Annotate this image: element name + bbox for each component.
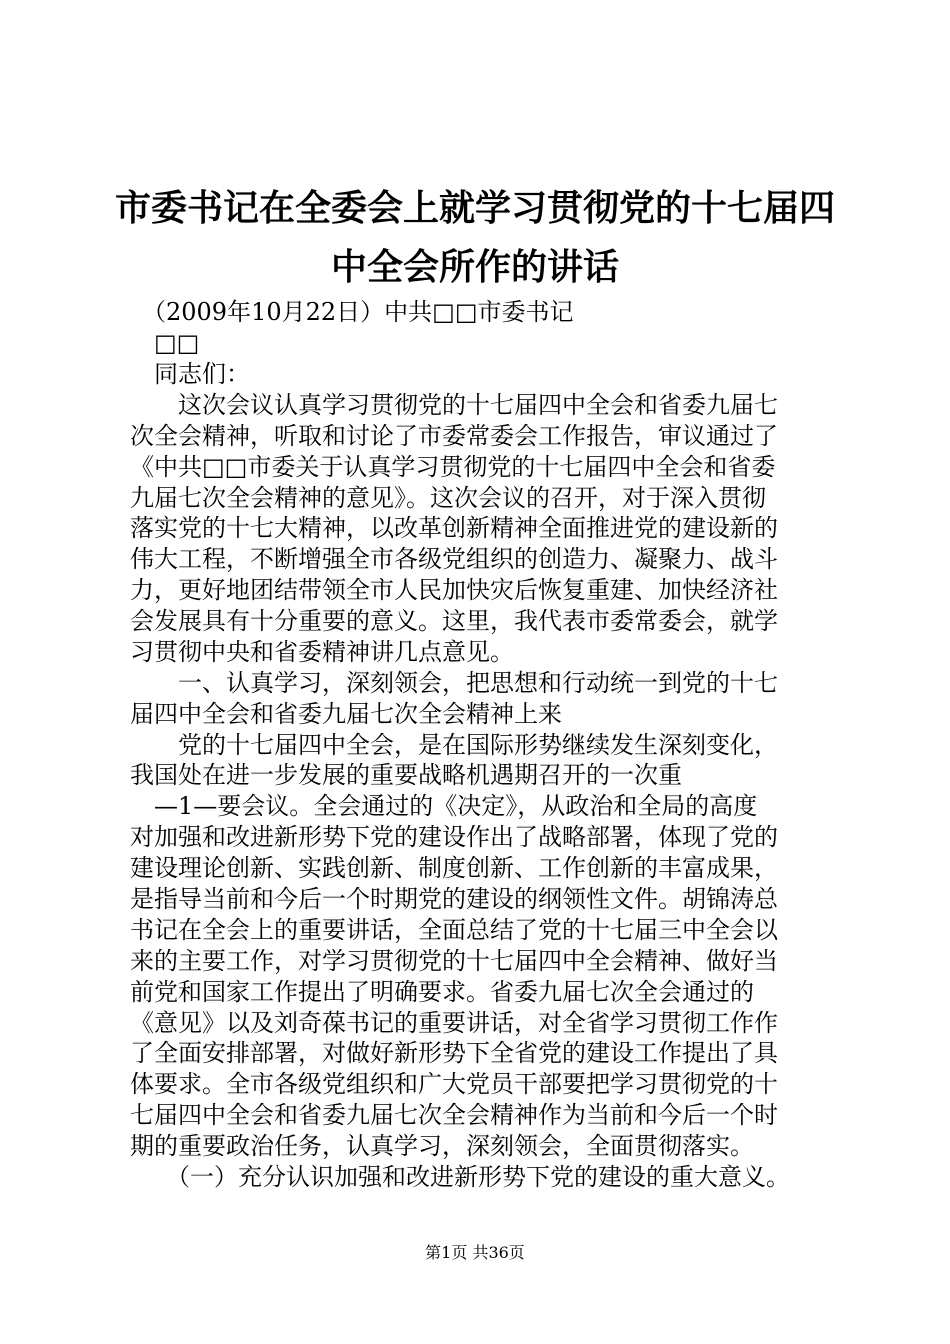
text-line: 前党和国家工作提出了明确要求。省委九届七次全会通过的 (130, 978, 754, 1006)
text-line: 建设理论创新、实践创新、制度创新、工作创新的丰富成果， (130, 854, 778, 882)
section-heading: 一、认真学习，深刻领会，把思想和行动统一到党的十七 (130, 669, 778, 697)
text-line: 《意见》以及刘奇葆书记的重要讲话，对全省学习贯彻工作作 (130, 1009, 778, 1037)
text-line: 书记在全会上的重要讲话，全面总结了党的十七届三中全会以 (130, 916, 778, 944)
text-line: （2009年10月22日）中共□□市委书记 (130, 298, 574, 326)
text-line: □□ (130, 329, 200, 357)
text-line: 《中共□□市委关于认真学习贯彻党的十七届四中全会和省委 (130, 453, 776, 481)
text-line: 伟大工程，不断增强全市各级党组织的创造力、凝聚力、战斗 (130, 545, 778, 573)
title-line-2: 中全会所作的讲话 (330, 247, 619, 288)
text-line: 习贯彻中央和省委精神讲几点意见。 (130, 638, 514, 666)
text-line: 这次会议认真学习贯彻党的十七届四中全会和省委九届七 (130, 391, 778, 419)
section-heading: （一）充分认识加强和改进新形势下党的建设的重大意义。 (130, 1163, 790, 1191)
title-line-1: 市委书记在全委会上就学习贯彻党的十七届四 (114, 188, 835, 229)
page-footer: 第1页 共36页 (425, 1243, 525, 1262)
text-line: 党的十七届四中全会，是在国际形势继续发生深刻变化， (130, 731, 778, 759)
text-line: 了全面安排部署，对做好新形势下全省党的建设工作提出了具 (130, 1039, 778, 1067)
text-line: 九届七次全会精神的意见》。这次会议的召开，对于深入贯彻 (130, 484, 766, 512)
text-line: 我国处在进一步发展的重要战略机遇期召开的一次重 (130, 761, 682, 789)
text-line: 体要求。全市各级党组织和广大党员干部要把学习贯彻党的十 (130, 1070, 778, 1098)
text-line: 落实党的十七大精神，以改革创新精神全面推进党的建设新的 (130, 514, 778, 542)
text-line: 是指导当前和今后一个时期党的建设的纲领性文件。胡锦涛总 (130, 885, 778, 913)
text-line: 对加强和改进新形势下党的建设作出了战略部署，体现了党的 (130, 823, 778, 851)
text-line: 同志们： (130, 360, 250, 388)
section-heading: 届四中全会和省委九届七次全会精神上来 (130, 700, 562, 728)
text-line: 期的重要政治任务，认真学习，深刻领会，全面贯彻落实。 (130, 1132, 754, 1160)
text-line: 次全会精神，听取和讨论了市委常委会工作报告，审议通过了 (130, 422, 778, 450)
text-line: 力，更好地团结带领全市人民加快灾后恢复重建、加快经济社 (130, 576, 778, 604)
text-line: —1—要会议。全会通过的《决定》，从政治和全局的高度 (130, 792, 758, 820)
text-line: 七届四中全会和省委九届七次全会精神作为当前和今后一个时 (130, 1101, 778, 1129)
text-line: 会发展具有十分重要的意义。这里，我代表市委常委会，就学 (130, 607, 778, 635)
text-line: 来的主要工作，对学习贯彻党的十七届四中全会精神、做好当 (130, 947, 778, 975)
